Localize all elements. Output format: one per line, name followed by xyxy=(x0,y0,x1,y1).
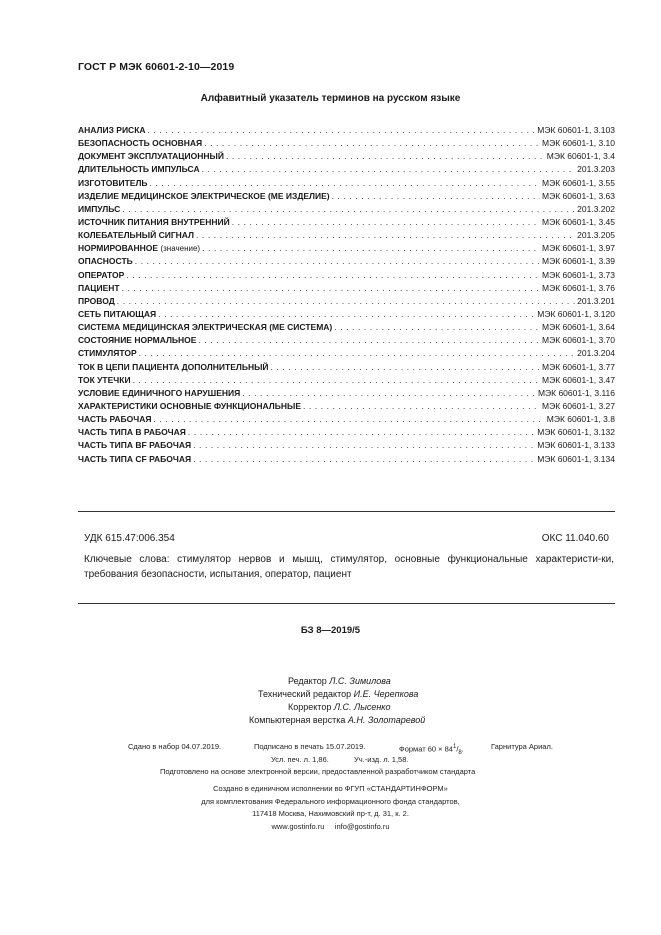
index-term xyxy=(78,321,332,334)
dot-leader xyxy=(117,295,575,308)
index-reference: МЭК 60601-1, 3.133 xyxy=(537,440,615,451)
dot-leader xyxy=(204,137,540,150)
credit-role: Корректор xyxy=(288,702,332,712)
index-term-text: ИМПУЛЬС xyxy=(78,203,121,214)
index-reference: МЭК 60601-1, 3.8 xyxy=(546,414,615,425)
set-date: Сдано в набор 04.07.2019. xyxy=(128,742,222,751)
index-reference: 201.3.202 xyxy=(577,203,615,214)
index-term xyxy=(78,347,137,360)
index-term-text: НОРМИРОВАННОЕ xyxy=(78,243,159,254)
index-term xyxy=(78,242,200,255)
dot-leader xyxy=(226,150,545,163)
sign-date: Подписано в печать 15.07.2019. xyxy=(254,742,366,751)
index-term-text: ПРОВОД xyxy=(78,295,115,306)
index-term xyxy=(78,308,156,321)
credit-layout xyxy=(0,714,661,727)
dot-leader xyxy=(334,321,540,334)
credit-role: Компьютерная верстка xyxy=(249,715,346,725)
dot-leader xyxy=(202,242,540,255)
index-entry xyxy=(78,203,615,216)
index-reference: 201.3.201 xyxy=(577,295,615,306)
index-reference: МЭК 60601-1, 3.47 xyxy=(542,374,615,385)
dot-leader xyxy=(242,387,536,400)
index-entry xyxy=(78,308,615,321)
dot-leader xyxy=(198,334,540,347)
index-term-text: ЧАСТЬ ТИПА В РАБОЧАЯ xyxy=(78,427,186,438)
index-reference: 201.3.205 xyxy=(577,230,615,241)
index-term-text: ХАРАКТЕРИСТИКИ ОСНОВНЫЕ ФУНКЦИОНАЛЬНЫЕ xyxy=(78,400,301,411)
print-sheets: Усл. печ. л. 1,86. xyxy=(271,754,329,764)
index-term xyxy=(78,216,230,229)
index-reference: 201.3.204 xyxy=(577,348,615,359)
index-reference: МЭК 60601-1, 3.45 xyxy=(542,216,615,227)
index-term-text: ИЗГОТОВИТЕЛЬ xyxy=(78,177,148,188)
index-reference: МЭК 60601-1, 3.77 xyxy=(542,361,615,372)
index-term-text: БЕЗОПАСНОСТЬ ОСНОВНАЯ xyxy=(78,138,203,149)
index-entry xyxy=(78,321,615,334)
dot-leader xyxy=(271,361,541,374)
dot-leader xyxy=(133,374,540,387)
index-term xyxy=(78,361,269,374)
index-reference: МЭК 60601-1, 3.116 xyxy=(537,387,615,398)
index-entry xyxy=(78,439,615,452)
credit-name: И.Е. Черепкова xyxy=(353,689,419,699)
index-term xyxy=(78,163,200,176)
index-entry xyxy=(78,269,615,282)
index-entry xyxy=(78,137,615,150)
index-reference: МЭК 60601-1, 3.76 xyxy=(542,282,615,293)
index-reference: МЭК 60601-1, 3.134 xyxy=(537,453,615,464)
index-term-note: (значение) xyxy=(160,244,201,254)
dot-leader xyxy=(139,347,576,360)
dot-leader xyxy=(122,282,540,295)
index-term-text: ОПЕРАТОР xyxy=(78,269,125,280)
credit-tech-editor xyxy=(0,688,661,701)
publisher-contacts: www.gostinfo.ru info@gostinfo.ru xyxy=(271,821,390,831)
index-entry xyxy=(78,229,615,242)
index-reference: МЭК 60601-1, 3.27 xyxy=(542,400,615,411)
index-term xyxy=(78,190,330,203)
index-term xyxy=(78,177,148,190)
imprint-row-2 xyxy=(0,754,661,767)
index-term xyxy=(78,400,301,413)
index-term xyxy=(78,295,115,308)
index-term xyxy=(78,453,191,466)
index-reference: МЭК 60601-1, 3.70 xyxy=(542,335,615,346)
index-entry xyxy=(78,374,615,387)
index-reference: МЭК 60601-1, 3.55 xyxy=(542,177,615,188)
prepared-note: Подготовлено на основе электронной версии, предоставленной разработчиком стандарта xyxy=(160,767,476,776)
index-term-text: АНАЛИЗ РИСКА xyxy=(78,125,146,135)
index-term-text: ДЛИТЕЛЬНОСТЬ ИМПУЛЬСА xyxy=(78,164,200,175)
index-term xyxy=(78,439,191,452)
dot-leader xyxy=(303,400,540,413)
index-term xyxy=(78,334,196,347)
dot-leader xyxy=(135,255,540,268)
publisher-block xyxy=(0,783,661,833)
index-term xyxy=(78,269,124,282)
index-term xyxy=(78,374,131,387)
index-entry xyxy=(78,453,615,466)
index-term-text: СТИМУЛЯТОР xyxy=(78,348,137,359)
index-term xyxy=(78,229,194,242)
index-reference: МЭК 60601-1, 3.120 xyxy=(537,308,615,319)
publisher-address: 117418 Москва, Нахимовский пр-т, д. 31, к. 2. xyxy=(252,809,409,818)
index-entry xyxy=(78,190,615,203)
index-term-text: ЧАСТЬ РАБОЧАЯ xyxy=(78,414,152,425)
index-term-text: ОПАСНОСТЬ xyxy=(78,256,133,267)
typeface: Гарнитура Ариал. xyxy=(491,742,553,751)
dot-leader xyxy=(332,190,540,203)
index-term xyxy=(78,426,186,439)
standard-designation: ГОСТ Р МЭК 60601-2-10—2019 xyxy=(78,61,235,73)
index-entry xyxy=(78,124,615,137)
index-entry xyxy=(78,242,615,255)
credit-name: Л.С. Зимилова xyxy=(329,676,391,686)
publisher-line-1: Создано в единичном исполнении во ФГУП «СТАНДАРТИНФОРМ» xyxy=(213,784,448,793)
index-entry xyxy=(78,150,615,163)
index-term xyxy=(78,413,152,426)
index-entry xyxy=(78,387,615,400)
dot-leader xyxy=(122,203,575,216)
index-term-text: ДОКУМЕНТ ЭКСПЛУАТАЦИОННЫЙ xyxy=(78,151,224,162)
index-entry xyxy=(78,361,615,374)
index-term xyxy=(78,282,120,295)
oks-code: ОКС 11.040.60 xyxy=(541,533,609,544)
credit-editor xyxy=(0,675,661,688)
paper-format: Формат $60 \times 84^1/_8$. xyxy=(399,744,464,756)
imprint-row-1 xyxy=(0,741,661,754)
index-entry xyxy=(78,255,615,268)
index-entry xyxy=(78,163,615,176)
index-reference: МЭК 60601-1, 3.103 xyxy=(537,125,615,135)
index-term-text: ЧАСТЬ ТИПА BF РАБОЧАЯ xyxy=(78,440,192,451)
index-reference: МЭК 60601-1, 3.132 xyxy=(537,427,615,438)
dot-leader xyxy=(193,439,535,452)
index-reference: 201.3.203 xyxy=(577,164,615,175)
credit-role: Редактор xyxy=(288,676,327,686)
index-term xyxy=(78,137,202,150)
term-index xyxy=(78,124,615,466)
index-entry xyxy=(78,413,615,426)
dot-leader xyxy=(154,413,545,426)
divider-bottom xyxy=(78,603,615,604)
index-term-text: ПАЦИЕНТ xyxy=(78,282,120,293)
dot-leader xyxy=(148,124,536,137)
index-reference: МЭК 60601-1, 3.39 xyxy=(542,256,615,267)
index-term xyxy=(78,203,120,216)
credits xyxy=(0,675,661,727)
index-reference: МЭК 60601-1, 3.63 xyxy=(542,190,615,201)
index-term xyxy=(78,387,240,400)
index-term-text: УСЛОВИЕ ЕДИНИЧНОГО НАРУШЕНИЯ xyxy=(78,387,241,398)
index-term xyxy=(78,124,146,137)
imprint-row-3 xyxy=(0,766,661,779)
index-reference: МЭК 60601-1, 3.97 xyxy=(542,243,615,254)
index-entry xyxy=(78,400,615,413)
index-reference: МЭК 60601-1, 3.4 xyxy=(546,151,615,162)
index-entry xyxy=(78,347,615,360)
index-entry xyxy=(78,334,615,347)
divider-top xyxy=(78,511,615,512)
index-term-text: КОЛЕБАТЕЛЬНЫЙ СИГНАЛ xyxy=(78,230,194,241)
index-reference: МЭК 60601-1, 3.10 xyxy=(542,138,615,149)
keywords: Ключевые слова: стимулятор нервов и мышц, стимулятор, основные функциональные характеристи-ки, требования безопасности, испытания, оператор, пациент xyxy=(84,554,614,580)
udc-code: УДК 615.47:006.354 xyxy=(84,533,175,544)
index-term xyxy=(78,150,224,163)
index-term-text: ИЗДЕЛИЕ МЕДИЦИНСКОЕ ЭЛЕКТРИЧЕСКОЕ (МЕ ИЗДЕЛИЕ) xyxy=(78,190,330,201)
index-reference: МЭК 60601-1, 3.64 xyxy=(542,322,615,333)
dot-leader xyxy=(196,229,575,242)
index-title: Алфавитный указатель терминов на русском языке xyxy=(200,93,461,104)
index-term-text: ТОК УТЕЧКИ xyxy=(78,374,131,385)
credit-name: А.Н. Золотаревой xyxy=(347,715,426,725)
dot-leader xyxy=(188,426,535,439)
index-term-text: СОСТОЯНИЕ НОРМАЛЬНОЕ xyxy=(78,335,197,346)
index-entry xyxy=(78,216,615,229)
index-entry xyxy=(78,282,615,295)
dot-leader xyxy=(193,453,535,466)
bz-number: БЗ 8—2019/5 xyxy=(300,625,361,636)
index-reference: МЭК 60601-1, 3.73 xyxy=(542,269,615,280)
index-entry xyxy=(78,177,615,190)
dot-leader xyxy=(126,269,540,282)
dot-leader xyxy=(158,308,535,321)
index-term-text: ИСТОЧНИК ПИТАНИЯ ВНУТРЕННИЙ xyxy=(78,216,230,227)
credit-proofreader xyxy=(0,701,661,714)
index-term xyxy=(78,255,133,268)
imprint xyxy=(0,741,661,779)
dot-leader xyxy=(232,216,540,229)
pub-sheets: Уч.-изд. л. 1,58. xyxy=(354,754,409,764)
index-term-text: ЧАСТЬ ТИПА CF РАБОЧАЯ xyxy=(78,453,192,464)
credit-name: Л.С. Лысенко xyxy=(333,702,391,712)
dot-leader xyxy=(202,163,576,176)
index-term-text: СИСТЕМА МЕДИЦИНСКАЯ ЭЛЕКТРИЧЕСКАЯ (МЕ СИСТЕМА) xyxy=(78,322,333,333)
index-term-text: СЕТЬ ПИТАЮЩАЯ xyxy=(78,308,157,319)
credit-role: Технический редактор xyxy=(258,689,352,699)
index-entry xyxy=(78,295,615,308)
dot-leader xyxy=(150,177,541,190)
index-term-text: ТОК В ЦЕПИ ПАЦИЕНТА ДОПОЛНИТЕЛЬНЫЙ xyxy=(78,361,269,372)
index-entry xyxy=(78,426,615,439)
publisher-line-2: для комплектования Федерального информационного фонда стандартов, xyxy=(201,796,460,806)
